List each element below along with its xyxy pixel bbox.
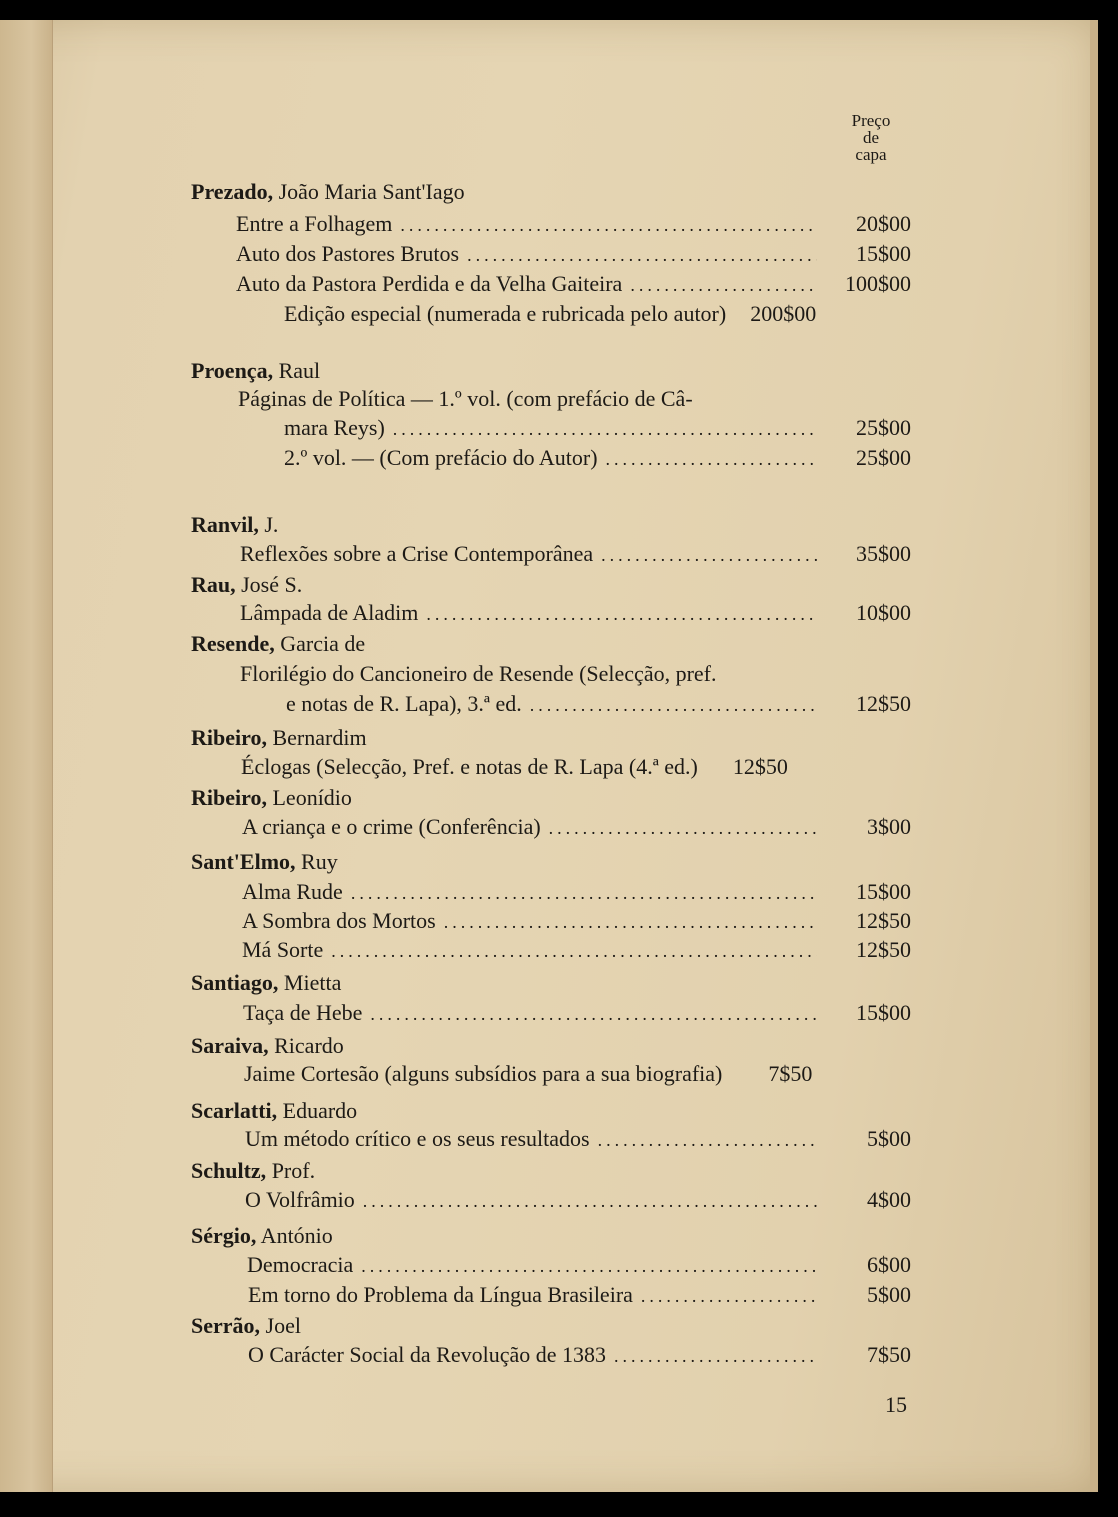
book-price: 25$00 [856,415,911,440]
author-surname: Prezado, [191,179,274,204]
book-price: 35$00 [856,541,911,566]
leader-dots [606,444,817,474]
page-number: 15 [885,1392,907,1417]
book-title: mara Reys) [284,415,385,440]
book-entry [191,299,911,329]
book-price: 3$00 [867,814,911,839]
page-edge [1090,20,1098,1492]
author-given-name: Ruy [295,849,338,874]
book-price: 7$50 [867,1342,911,1367]
book-entry [191,539,911,569]
book-title: Um método crítico e os seus resultados [245,1126,590,1151]
author-given-name: Eduardo [277,1098,358,1123]
author-entry [191,968,911,998]
author-entry [191,783,911,813]
book-entry [191,998,911,1028]
book-price: 10$00 [856,600,911,625]
book-entry [191,812,911,842]
author-given-name: José S. [235,572,303,597]
book-entry [191,1059,911,1089]
author-given-name: J. [258,512,279,537]
author-surname: Schultz, [191,1158,267,1183]
author-surname: Sérgio, [191,1223,257,1248]
book-page [0,20,1098,1492]
book-price: 5$00 [867,1282,911,1307]
book-entry [191,1340,911,1370]
price-list [191,20,911,1492]
book-title: Em torno do Problema da Língua Brasileira [248,1282,633,1307]
price-column-header [831,112,911,163]
book-entry [191,1280,911,1310]
book-title: Alma Rude [242,879,343,904]
leader-dots [363,1186,817,1216]
leader-dots [549,813,817,843]
author-entry [191,629,911,659]
book-title: Auto dos Pastores Brutos [236,241,460,266]
author-entry [191,1031,911,1061]
author-given-name: Leonídio [266,785,352,810]
book-price: 200$00 [750,301,817,326]
leader-dots [370,999,817,1029]
leader-dots [351,878,817,908]
book-entry [191,877,911,907]
book-price: 12$50 [856,691,911,716]
author-surname: Saraiva, [191,1033,269,1058]
book-title: A criança e o crime (Conferência) [242,814,541,839]
book-title: Entre a Folhagem [236,211,393,236]
author-entry [191,723,911,753]
author-surname: Ranvil, [191,512,259,537]
leader-dots [444,907,817,937]
book-entry [191,935,911,965]
book-entry [191,413,911,443]
leader-dots [400,210,817,240]
book-entry [191,598,911,628]
book-title: A Sombra dos Mortos [242,908,436,933]
book-entry [191,384,911,414]
leader-dots [393,414,817,444]
author-given-name: Prof. [266,1158,316,1183]
book-title: O Volfrâmio [245,1187,355,1212]
leader-dots [361,1251,817,1281]
leader-dots [426,599,817,629]
book-entry [191,239,911,269]
book-price: 25$00 [856,445,911,470]
book-price: 15$00 [856,1000,911,1025]
book-title: 2.º vol. — (Com prefácio do Autor) [284,445,598,470]
book-price: 15$00 [856,879,911,904]
book-price: 12$50 [856,937,911,962]
author-surname: Scarlatti, [191,1098,278,1123]
author-surname: Ribeiro, [191,785,267,810]
book-entry [191,269,911,299]
book-entry [191,752,911,782]
book-title: Florilégio do Cancioneiro de Resende (Selecção, pref. [240,661,717,686]
author-entry [191,1311,911,1341]
book-price: 12$50 [732,754,788,779]
book-title: Edição especial (numerada e rubricada pelo autor) [284,301,727,326]
author-surname: Sant'Elmo, [191,849,296,874]
leader-dots [598,1125,817,1155]
book-title: Lâmpada de Aladim [240,600,419,625]
author-entry [191,177,911,207]
price-header-line: de [862,128,880,147]
author-entry [191,1156,911,1186]
book-price: 6$00 [867,1252,911,1277]
book-title: Reflexões sobre a Crise Contemporânea [240,541,594,566]
author-surname: Santiago, [191,970,279,995]
author-given-name: Ricardo [268,1033,344,1058]
author-entry [191,570,911,600]
price-header-line: Preço [851,111,891,130]
book-price: 7$50 [768,1061,813,1086]
book-price: 12$50 [856,908,911,933]
book-price: 4$00 [867,1187,911,1212]
book-title: Páginas de Política — 1.º vol. (com prefácio de Câ- [238,386,693,411]
leader-dots [601,540,817,570]
leader-dots [630,270,817,300]
book-price: 5$00 [867,1126,911,1151]
leader-dots [331,936,817,966]
book-entry [191,659,911,689]
book-entry [191,1250,911,1280]
author-surname: Ribeiro, [191,725,267,750]
book-title: Jaime Cortesão (alguns subsídios para a sua biografia) [244,1061,723,1086]
leader-dots [530,690,817,720]
leader-dots [467,240,817,270]
author-surname: Serrão, [191,1313,261,1338]
author-surname: Resende, [191,631,275,656]
author-entry [191,356,911,386]
author-given-name: Joel [260,1313,301,1338]
author-surname: Rau, [191,572,236,597]
author-given-name: Bernardim [266,725,367,750]
author-given-name: Mietta [278,970,342,995]
book-entry [191,209,911,239]
leader-dots [641,1281,817,1311]
author-entry [191,1096,911,1126]
book-price: 100$00 [845,271,911,296]
author-given-name: João Maria Sant'Iago [273,179,465,204]
author-given-name: Garcia de [274,631,366,656]
author-surname: Proença, [191,358,274,383]
book-title: O Carácter Social da Revolução de 1383 [248,1342,606,1367]
book-title: Éclogas (Selecção, Pref. e notas de R. Lapa (4.ª ed.) [241,754,698,779]
page-gutter [0,20,53,1492]
book-entry [191,689,911,719]
book-entry [191,1124,911,1154]
author-given-name: Raul [273,358,321,383]
book-entry [191,1185,911,1215]
book-title: Má Sorte [242,937,324,962]
author-entry [191,510,911,540]
author-given-name: António [256,1223,333,1248]
book-title: Auto da Pastora Perdida e da Velha Gaiteira [236,271,623,296]
book-entry [191,443,911,473]
book-price: 15$00 [856,241,911,266]
author-entry [191,847,911,877]
author-entry [191,1221,911,1251]
book-title: Taça de Hebe [243,1000,363,1025]
book-entry [191,906,911,936]
price-header-line: capa [855,145,887,164]
book-price: 20$00 [856,211,911,236]
book-title: Democracia [247,1252,354,1277]
leader-dots [614,1341,817,1371]
book-title: e notas de R. Lapa), 3.ª ed. [286,691,522,716]
